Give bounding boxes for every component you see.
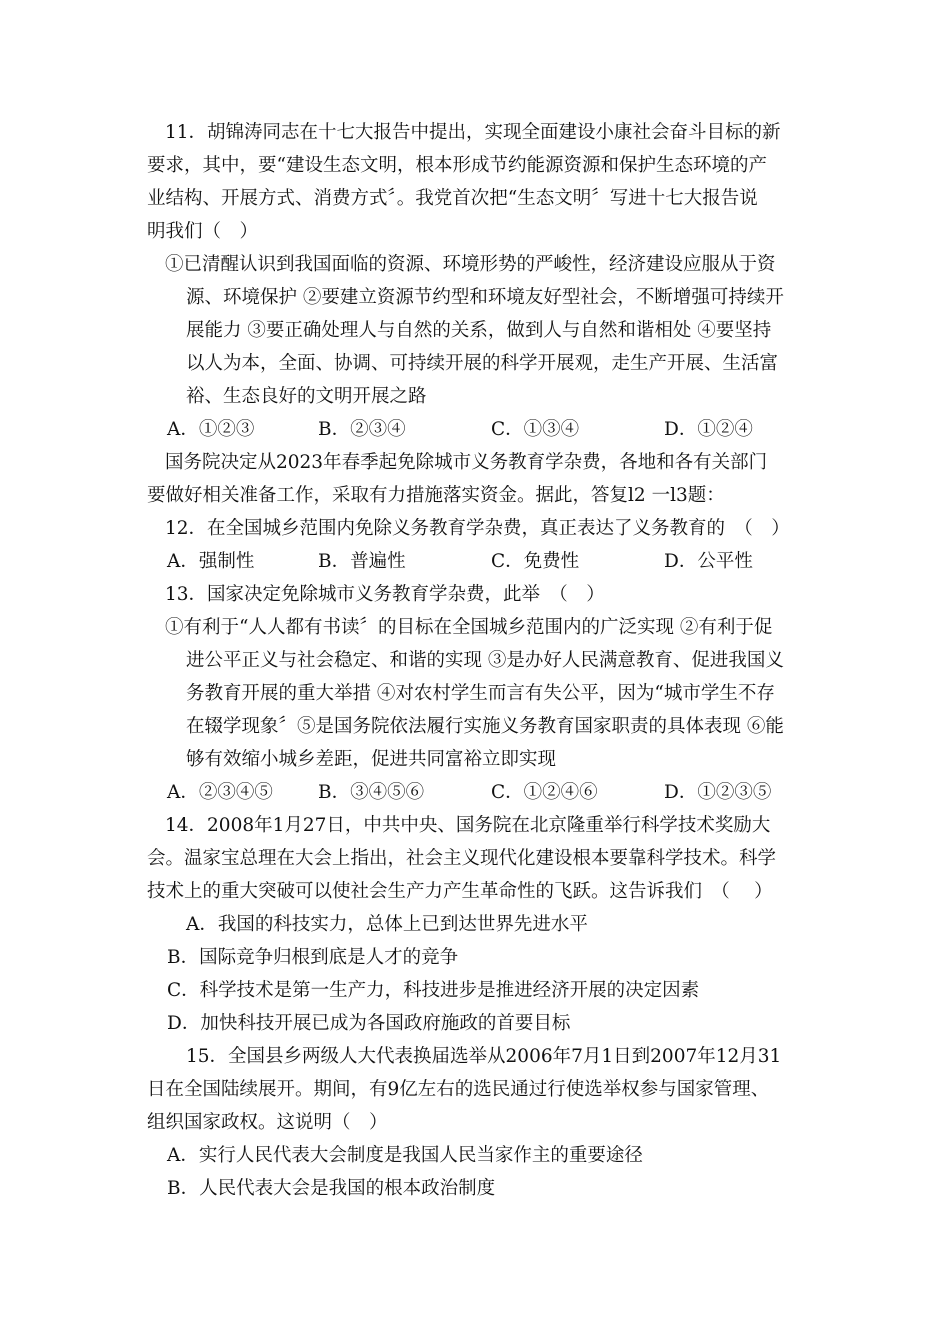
q11-option-c: C．①③④ xyxy=(491,419,580,440)
q12-option-a: A．强制性 xyxy=(167,551,255,572)
q14-option-a: A．我国的科技实力，总体上已到达世界先进水平 xyxy=(186,914,588,935)
q14-stem-line: 会。温家宝总理在大会上指出，社会主义现代化建设根本要靠科学技术。科学 xyxy=(147,848,777,869)
q13-option-a: A．②③④⑤ xyxy=(167,782,273,803)
q11-statement-line: 源、环境保护 ②要建立资源节约型和环境友好型社会，不断增强可持续开 xyxy=(186,287,784,308)
q11-stem-line: 业结构、开展方式、消费方式〞。我党首次把“生态文明〞写进十七大报告说 xyxy=(147,188,758,209)
q12-stem: 12．在全国城乡范围内免除义务教育学杂费，真正表达了义务教育的 （ ） xyxy=(165,518,790,539)
q13-statement-line: 进公平正义与社会稳定、和谐的实现 ③是办好人民满意教育、促进我国义 xyxy=(186,650,784,671)
q11-option-a: A．①②③ xyxy=(167,419,255,440)
q12-option-b: B．普遍性 xyxy=(318,551,406,572)
q13-statement-line: 在辍学现象〞⑤是国务院依法履行实施义务教育国家职责的具体表现 ⑥能 xyxy=(186,716,784,737)
q13-statement-line: ①有利于“人人都有书读〞的目标在全国城乡范围内的广泛实现 ②有利于促 xyxy=(165,617,773,638)
q15-stem-line: 15．全国县乡两级人大代表换届选举从2006年7月1日到2007年12月31 xyxy=(186,1046,782,1067)
q11-statement-line: 裕、生态良好的文明开展之路 xyxy=(186,386,427,407)
q15-stem-line: 组织国家政权。这说明（ ） xyxy=(147,1112,388,1133)
q11-stem-line: 11．胡锦涛同志在十七大报告中提出，实现全面建设小康社会奋斗目标的新 xyxy=(165,122,781,143)
q13-option-d: D．①②③⑤ xyxy=(664,782,772,803)
q15-option-a: A．实行人民代表大会制度是我国人民当家作主的重要途径 xyxy=(167,1145,643,1166)
q13-stem: 13．国家决定免除城市义务教育学杂费，此举 （ ） xyxy=(165,584,605,605)
q15-stem-line: 日在全国陆续展开。期间，有9亿左右的选民通过行使选举权参与国家管理、 xyxy=(147,1079,770,1100)
q15-option-b: B．人民代表大会是我国的根本政治制度 xyxy=(167,1178,496,1199)
q11-option-b: B．②③④ xyxy=(318,419,406,440)
q13-option-b: B．③④⑤⑥ xyxy=(318,782,425,803)
q12-option-d: D．公平性 xyxy=(664,551,753,572)
q14-option-c: C．科学技术是第一生产力，科技进步是推进经济开展的决定因素 xyxy=(167,980,700,1001)
q13-statement-line: 务教育开展的重大举措 ④对农村学生而言有失公平，因为“城市学生不存 xyxy=(186,683,775,704)
q11-statement-line: 展能力 ③要正确处理人与自然的关系，做到人与自然和谐相处 ④要坚持 xyxy=(186,320,772,341)
q14-option-d: D．加快科技开展已成为各国政府施政的首要目标 xyxy=(167,1013,571,1034)
q14-stem-line: 14．2008年1月27日，中共中央、国务院在北京隆重举行科学技术奖励大 xyxy=(165,815,771,836)
q14-option-b: B．国际竞争归根到底是人才的竞争 xyxy=(167,947,459,968)
q11-stem-line: 明我们（ ） xyxy=(147,221,259,242)
q13-option-c: C．①②④⑥ xyxy=(491,782,598,803)
q11-statement-line: 以人为本，全面、协调、可持续开展的科学开展观，走生产开展、生活富 xyxy=(186,353,779,374)
q12-option-c: C．免费性 xyxy=(491,551,580,572)
intro-line: 要做好相关准备工作，采取有力措施落实资金。据此，答复l2 一l3题： xyxy=(147,485,725,506)
q13-statement-line: 够有效缩小城乡差距，促进共同富裕立即实现 xyxy=(186,749,557,770)
intro-line: 国务院决定从2023年春季起免除城市义务教育学杂费，各地和各有关部门 xyxy=(165,452,768,473)
q11-stem-line: 要求，其中，要“建设生态文明，根本形成节约能源资源和保护生态环境的产 xyxy=(147,155,767,176)
q11-option-d: D．①②④ xyxy=(664,419,753,440)
q11-statement-line: ①已清醒认识到我国面临的资源、环境形势的严峻性，经济建设应服从于资 xyxy=(165,254,776,275)
q14-stem-line: 技术上的重大突破可以使社会生产力产生革命性的飞跃。这告诉我们 （ ） xyxy=(147,881,773,902)
